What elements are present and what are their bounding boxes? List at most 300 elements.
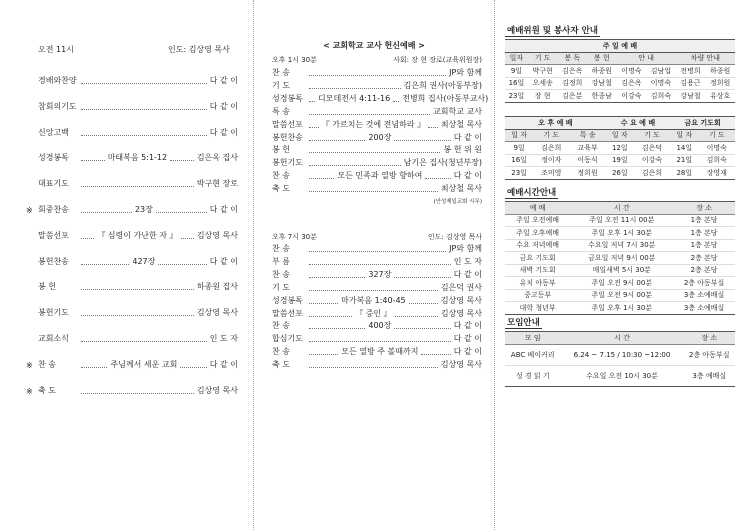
service2-leader: 인도: 김상영 목사 (427, 233, 482, 241)
item-label: 봉헌기도 (272, 158, 303, 168)
table-cell: 23일 (505, 167, 533, 180)
leader-dots (81, 340, 207, 342)
order-item (38, 101, 238, 112)
item-person: 다 같 이 (453, 334, 482, 344)
item-person: 김은희 권사(아동부장) (403, 80, 482, 90)
leader-dots (170, 159, 194, 161)
table-cell: 김남업 (646, 65, 676, 78)
item-label: 참회의기도 (38, 101, 77, 111)
item-person: 하종원 집사 (196, 282, 238, 292)
table-cell: 강남철 (676, 90, 706, 103)
service2-time: 오후 7시 30분 (272, 233, 317, 241)
table-cell: 19일 (606, 154, 634, 167)
column-header: 일 자 (670, 129, 698, 142)
leader-dots (81, 82, 207, 84)
table-cell: 수요 저녁예배 (505, 239, 570, 252)
weekday-section (505, 116, 735, 180)
weekday-row (505, 167, 735, 180)
order-item (38, 127, 238, 138)
order-item (272, 308, 482, 319)
table-cell: 주일 오후예배 (505, 227, 570, 240)
teacher-dedication-service (258, 0, 490, 530)
schedule-section (505, 186, 735, 315)
table-cell: 14일 (670, 142, 698, 155)
item-label: 봉 헌 (38, 282, 56, 292)
weekday-row (505, 142, 735, 155)
order-item (272, 346, 482, 357)
item-label: 찬 송 (272, 244, 290, 253)
item-label: 기 도 (272, 80, 290, 90)
order-item (272, 282, 482, 293)
item-person: 다 같 이 (209, 359, 239, 369)
table-cell: 금요 기도회 (505, 252, 570, 265)
table-cell: 금요일 저녁 9시 00분 (570, 252, 673, 265)
item-person: 최상철 목사 (440, 184, 482, 194)
table-cell: 2층 아동부실 (683, 344, 735, 365)
table-cell: 수요일 저녁 7시 30분 (570, 239, 673, 252)
item-value: 마가복음 1:40-45 (341, 295, 406, 305)
item-person: 다 같 이 (209, 127, 238, 137)
service1-leader: 사회: 장 현 장로(교육위원장) (393, 56, 482, 64)
leader-dots (421, 353, 450, 355)
table-cell: 강남철 (587, 77, 617, 90)
order-item (272, 157, 482, 168)
leader-dots (180, 366, 206, 368)
order-item (38, 307, 238, 318)
leader-dots (409, 302, 438, 304)
order-item (38, 178, 238, 189)
table-cell: 수요일 오전 10시 30분 (560, 365, 683, 386)
table-cell: 2층 본당 (673, 252, 735, 265)
table-cell: 김용근 (676, 77, 706, 90)
morning-leader: 인도: 김상영 목사 (168, 45, 230, 54)
leader-dots (81, 366, 107, 368)
item-label: 신앙고백 (38, 127, 69, 137)
meetings-table (505, 331, 735, 387)
schedule-row (505, 252, 735, 265)
order-item (38, 152, 238, 163)
column-header: 특 송 (569, 129, 605, 142)
table-cell: 새벽 기도회 (505, 264, 570, 277)
table-cell: 김은옥 (557, 65, 587, 78)
item-label: 축 도 (272, 184, 290, 194)
item-value: 23장 (134, 205, 153, 214)
item-person: 다 같 이 (209, 256, 238, 266)
order-item (272, 333, 482, 344)
item-person: 다 같 이 (209, 101, 238, 111)
leader-dots (309, 151, 440, 153)
table-cell: 3층 소예배실 (673, 302, 735, 315)
col-date: 일자 (505, 52, 528, 65)
table-cell: 주일 오후 1시 30분 (570, 227, 673, 240)
weekday-row (505, 154, 735, 167)
leader-dots (394, 139, 450, 141)
table-cell: 김희숙 (698, 154, 735, 167)
leader-dots (309, 113, 430, 115)
item-person: 다 같 이 (453, 321, 482, 331)
item-label: 회중찬송 (38, 205, 69, 214)
item-label: 찬 송 (272, 171, 290, 181)
item-person: 전병희 집사(아동부교사) (402, 93, 489, 103)
table-cell: 이명숙 (646, 77, 676, 90)
item-person: 김상영 목사 (440, 360, 482, 370)
item-person: 남기은 집사(청년부장) (403, 158, 482, 168)
order-item (272, 170, 482, 181)
volunteer-row (505, 90, 735, 103)
schedule-row (505, 239, 735, 252)
table-cell: 1층 본당 (673, 227, 735, 240)
item-person: 김은덕 권사 (440, 282, 482, 292)
table-cell: 교육부 (569, 142, 605, 155)
table-cell: 김은희 (533, 142, 569, 155)
item-label: 찬 송 (272, 321, 290, 331)
standing-mark: ※ (26, 206, 33, 215)
table-cell: 16일 (505, 154, 533, 167)
column-header: 장 소 (683, 332, 735, 345)
table-cell: 주일 오후 1시 30분 (570, 302, 673, 315)
item-label: 봉헌기도 (38, 308, 69, 318)
table-cell: 김은덕 (634, 142, 670, 155)
item-label: 부 름 (272, 256, 290, 266)
table-cell: 2층 본당 (673, 264, 735, 277)
leader-dots (309, 126, 319, 128)
item-person: 다 같 이 (453, 171, 483, 181)
schedule-row (505, 302, 735, 315)
table-cell: 하종원 (587, 65, 617, 78)
table-cell: 성 경 읽 기 (505, 365, 560, 386)
item-value: 『 가르치는 것에 전념하라 』 (321, 119, 426, 129)
friday-header: 금요 기도회 (670, 117, 735, 130)
leader-dots (394, 327, 450, 329)
order-item (38, 256, 238, 267)
leader-dots (395, 315, 438, 317)
order-item (272, 80, 482, 91)
item-label: 성경봉독 (272, 93, 303, 103)
leader-dots (309, 315, 352, 317)
leader-dots (81, 159, 105, 161)
leader-dots (81, 263, 129, 265)
table-cell: 1층 본당 (673, 214, 735, 227)
schedule-title: 예배시간안내 (507, 188, 557, 198)
item-label: 축 도 (272, 360, 290, 370)
item-person: 다 같 이 (453, 347, 482, 357)
order-item (38, 230, 238, 241)
table-cell: 9일 (505, 142, 533, 155)
table-cell: 주일 오전 11시 00분 (570, 214, 673, 227)
table-cell: 조미영 (533, 167, 569, 180)
order-item (272, 119, 482, 130)
item-label: 경배와찬양 (38, 76, 77, 85)
order-item (272, 359, 482, 370)
table-cell: 김희숙 (646, 90, 676, 103)
item-person: 인 도 자 (209, 334, 238, 343)
col-reading: 봉 독 (557, 52, 587, 65)
standing-mark: ※ (26, 360, 33, 370)
table-cell: 대학 청년부 (505, 302, 570, 315)
column-header: 시 간 (560, 332, 683, 345)
table-cell: 21일 (670, 154, 698, 167)
item-person: 박구현 장로 (196, 179, 238, 189)
item-label: 봉헌찬송 (272, 132, 303, 142)
leader-dots (309, 289, 438, 291)
volunteers-section (505, 24, 735, 103)
item-label: 말씀선포 (272, 308, 303, 318)
table-cell: 주일 오전 9시 00분 (570, 277, 673, 290)
leader-dots (309, 87, 401, 89)
volunteers-table (505, 39, 735, 103)
column-header: 기 도 (533, 129, 569, 142)
weekday-table (505, 116, 735, 180)
info-panel (505, 0, 735, 530)
table-cell: 전병희 (676, 65, 706, 78)
leader-dots (309, 164, 401, 166)
item-person: 김상영 목사 (196, 308, 238, 318)
leader-dots (309, 340, 451, 342)
column-divider (253, 0, 254, 530)
table-cell: 김은희 (634, 167, 670, 180)
order-item (272, 243, 482, 254)
leader-dots (394, 276, 450, 278)
column-header: 일 자 (505, 129, 533, 142)
meeting-row (505, 365, 735, 386)
service-title: < 교회학교 교사 헌신예배 > (323, 41, 425, 50)
table-cell: 주일 오전 9시 00분 (570, 289, 673, 302)
schedule-row (505, 264, 735, 277)
standing-mark: ※ (26, 386, 33, 396)
order-item (26, 385, 238, 396)
leader-dots (309, 100, 315, 102)
item-label: 찬 송 (272, 68, 290, 77)
column-header: 시 간 (570, 202, 673, 215)
item-person: 최상철 목사 (440, 119, 483, 129)
table-cell: 26일 (606, 167, 634, 180)
item-value: 주님께서 세운 교회 (110, 359, 178, 369)
leader-dots (181, 237, 194, 239)
item-person: 봉 헌 위 원 (443, 145, 482, 155)
order-item (272, 132, 482, 143)
table-cell: 김정희 (557, 77, 587, 90)
table-cell: 박구현 (528, 65, 558, 78)
order-item (26, 359, 239, 370)
item-label: 기 도 (272, 282, 290, 292)
table-cell: 1층 본당 (673, 239, 735, 252)
leader-dots (81, 314, 194, 316)
item-value: 디모데전서 4:11-16 (318, 93, 391, 103)
leader-dots (309, 177, 334, 179)
meetings-section (505, 316, 735, 387)
service1-time: 오후 1시 30분 (272, 56, 317, 64)
schedule-row (505, 227, 735, 240)
col-usher: 안 내 (617, 52, 676, 65)
item-value: 모든 민족과 열방 향하여 (337, 171, 423, 181)
item-person: 다 같 이 (209, 76, 238, 85)
item-value: 모든 열방 주 볼때까지 (341, 347, 419, 357)
leader-dots (309, 353, 338, 355)
table-cell: 유상호 (705, 90, 735, 103)
leader-dots (309, 263, 451, 265)
table-cell: 이명숙 (698, 142, 735, 155)
col-prayer: 기 도 (528, 52, 558, 65)
morning-time: 오전 11시 (38, 45, 74, 54)
column-header: 예 배 (505, 202, 570, 215)
col-offering: 봉 헌 (587, 52, 617, 65)
morning-service-order (0, 0, 250, 530)
item-label: 교회소식 (38, 334, 69, 343)
meetings-title: 모임안내 (507, 318, 540, 328)
table-cell: 정희원 (705, 77, 735, 90)
leader-dots (81, 134, 207, 136)
item-label: 축 도 (38, 385, 56, 395)
column-divider (494, 0, 495, 530)
table-cell: 9일 (505, 65, 528, 78)
item-person: 김은옥 집사 (196, 153, 238, 163)
table-cell: 하종원 (705, 65, 735, 78)
table-cell: 중고등부 (505, 289, 570, 302)
item-person: 인 도 자 (453, 256, 482, 266)
item-value: 200장 (368, 132, 392, 142)
item-person: 다 같 이 (453, 269, 482, 279)
item-person: JP와 함께 (449, 68, 482, 77)
item-value: 마태복음 5:1-12 (107, 153, 168, 163)
item-value: 『 심령이 가난한 자 』 (97, 230, 178, 240)
leader-dots (81, 108, 207, 110)
table-cell: 이명숙 (617, 65, 647, 78)
leader-dots (309, 276, 365, 278)
table-cell: 12일 (606, 142, 634, 155)
item-value: 327장 (368, 269, 392, 279)
table-cell: 16일 (505, 77, 528, 90)
table-cell: 이강숙 (617, 90, 647, 103)
order-item (272, 67, 482, 78)
table-cell: 오세송 (528, 77, 558, 90)
item-value: 427장 (132, 256, 156, 266)
item-label: 찬 송 (272, 269, 290, 279)
item-label: 성경봉독 (38, 153, 69, 163)
item-value: 400장 (368, 321, 392, 331)
item-label: 합심기도 (272, 334, 303, 344)
column-header: 기 도 (698, 129, 735, 142)
column-header: 모 임 (505, 332, 560, 345)
meeting-row (505, 344, 735, 365)
column-header: 일 자 (606, 129, 634, 142)
item-value: 『 증인 』 (355, 308, 392, 318)
table-cell: 장 현 (528, 90, 558, 103)
item-person: 다 같 이 (209, 205, 239, 214)
column-header: 장 소 (673, 202, 735, 215)
column-header: 기 도 (634, 129, 670, 142)
table-cell: 정희원 (569, 167, 605, 180)
leader-dots (309, 366, 438, 368)
table-cell: 이강숙 (634, 154, 670, 167)
item-person: 다 같 이 (453, 132, 482, 142)
order-item (272, 256, 482, 267)
order-item (272, 144, 482, 155)
order-item (38, 75, 238, 86)
leader-dots (309, 139, 365, 141)
order-item (38, 281, 238, 292)
order-item (272, 93, 489, 104)
table-cell: 정이자 (533, 154, 569, 167)
item-label: 성경봉독 (272, 295, 303, 305)
item-label: 말씀선포 (38, 230, 69, 240)
wednesday-header: 수 요 예 배 (606, 117, 670, 130)
order-item (38, 333, 238, 344)
table-cell: 장영재 (698, 167, 735, 180)
table-cell: ABC 베이커리 (505, 344, 560, 365)
item-person: 김상영 목사 (440, 308, 483, 318)
leader-dots (81, 288, 194, 290)
leader-dots (81, 392, 194, 394)
schedule-table (505, 201, 735, 315)
table-cell: 23일 (505, 90, 528, 103)
item-label: 봉헌찬송 (38, 256, 69, 266)
table-cell: 주일 오전예배 (505, 214, 570, 227)
table-cell: 김은분 (557, 90, 587, 103)
table-cell: 2층 아동부실 (673, 277, 735, 290)
table-cell: 28일 (670, 167, 698, 180)
leader-dots (309, 190, 438, 192)
order-item (272, 320, 482, 331)
leader-dots (428, 126, 438, 128)
item-person: 김상영 목사 (196, 385, 238, 395)
leader-dots (309, 327, 365, 329)
table-cell: 한종남 (587, 90, 617, 103)
table-cell: 3층 예배실 (683, 365, 735, 386)
leader-dots (309, 74, 446, 76)
order-item (272, 106, 482, 117)
leader-dots (393, 100, 399, 102)
leader-dots (81, 211, 132, 213)
item-label: 봉 헌 (272, 145, 290, 155)
afternoon-header: 오 후 예 배 (505, 117, 606, 130)
volunteers-title: 예배위원 및 봉사자 안내 (507, 26, 598, 36)
order-item (26, 204, 239, 215)
leader-dots (156, 211, 207, 213)
schedule-row (505, 289, 735, 302)
col-driver: 차량 안내 (676, 52, 735, 65)
leader-dots (81, 185, 194, 187)
item-label: 대표기도 (38, 179, 69, 189)
sunday-header: 주 일 예 배 (505, 40, 735, 53)
leader-dots (425, 177, 450, 179)
order-item (272, 183, 482, 194)
volunteer-row (505, 65, 735, 78)
table-cell: 김은옥 (617, 77, 647, 90)
item-person: 교회학교 교사 (433, 106, 482, 116)
table-cell: 6.24 ~ 7.15 / 10:30 ~12:00 (560, 344, 683, 365)
leader-dots (309, 302, 338, 304)
table-cell: 이동식 (569, 154, 605, 167)
item-person: JP와 함께 (449, 244, 482, 253)
table-cell: 매일새벽 5시 30분 (570, 264, 673, 277)
item-label: 특 송 (272, 106, 290, 116)
item-label: 찬 송 (38, 359, 56, 369)
item-person: 김상영 목사 (440, 295, 482, 305)
order-item (272, 269, 482, 280)
schedule-row (505, 214, 735, 227)
table-cell: 유치 아동부 (505, 277, 570, 290)
table-cell: 3층 소예배실 (673, 289, 735, 302)
volunteer-row (505, 77, 735, 90)
leader-dots (158, 263, 206, 265)
leader-dots (81, 237, 94, 239)
leader-dots (309, 250, 446, 252)
item-label: 말씀선포 (272, 119, 303, 129)
schedule-row (505, 277, 735, 290)
order-item (272, 295, 482, 306)
service1-footnote: (안성제일교회 시무) (433, 199, 482, 205)
item-label: 찬 송 (272, 347, 290, 357)
